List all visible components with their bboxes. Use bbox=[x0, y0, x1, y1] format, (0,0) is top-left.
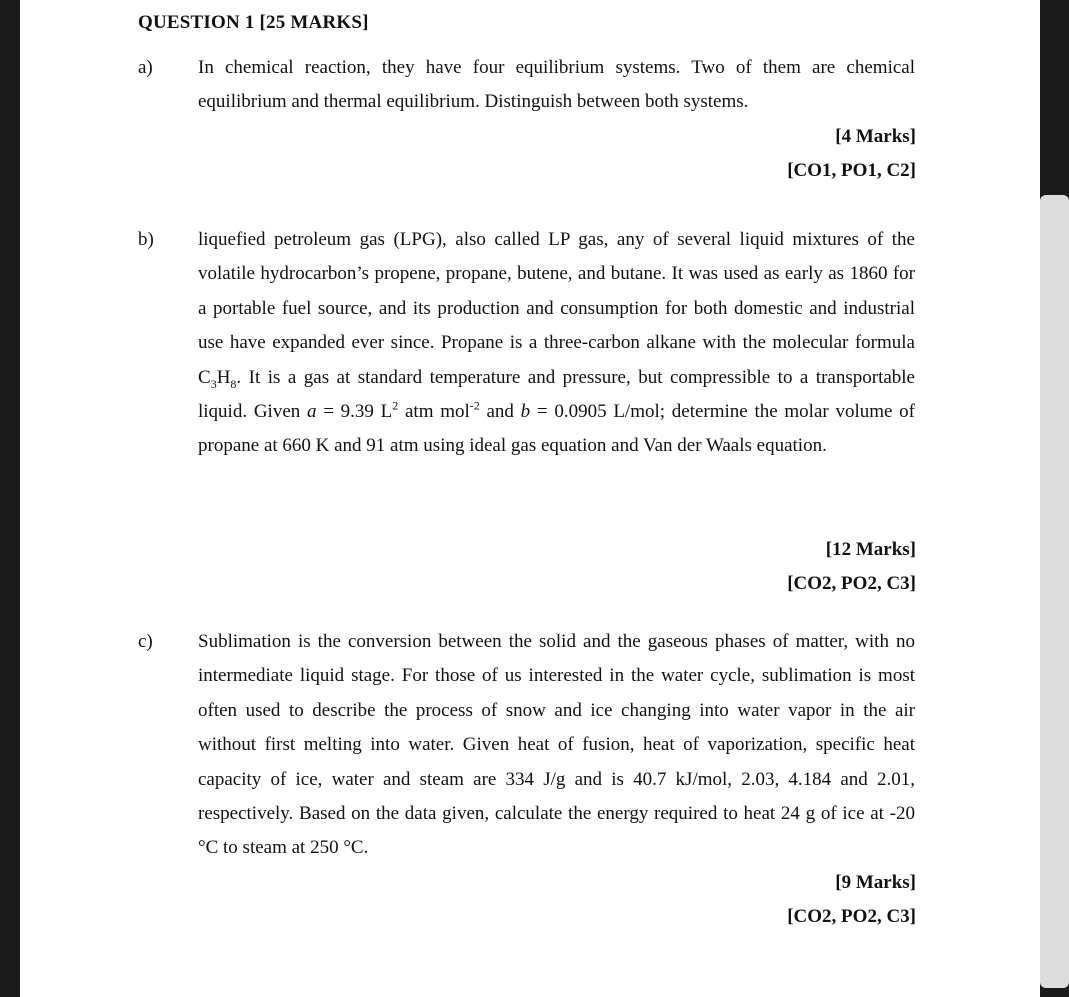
page-title: QUESTION 1 [25 MARKS] bbox=[138, 12, 369, 33]
document-page bbox=[20, 0, 1040, 997]
question-a-outcomes: [CO1, PO1, C2] bbox=[787, 160, 916, 181]
question-c-marks: [9 Marks] bbox=[835, 872, 916, 893]
question-c-label: c) bbox=[138, 631, 153, 652]
question-c-outcomes: [CO2, PO2, C3] bbox=[787, 906, 916, 927]
question-b-label: b) bbox=[138, 229, 154, 250]
question-b-text: liquefied petroleum gas (LPG), also called LP gas, any of several liquid mixtures of the volatile hydrocarbon’s propene, propane, butene, and butane. It was used as early as 1860 for a portable fuel source, and its production and consumption for both domestic and industrial use have expanded ever since. Propane is a three-carbon alkane with the molecular formula $C_3H_8$. It is a gas at standard temperature and pressure, but compressible to a transportable liquid. Given a = 9.39 $L^2$ atm mol$^{-2}$ and b = 0.0905 L/mol; determine the molar volume of propane at 660 K and 91 atm using ideal gas equation and Van der Waals equation. bbox=[198, 229, 915, 457]
question-a-text: In chemical reaction, they have four equilibrium systems. Two of them are chemical equilibrium and thermal equilibrium. Distinguish between both systems. bbox=[198, 57, 915, 113]
scrollbar-thumb[interactable] bbox=[1040, 195, 1069, 988]
question-a-marks: [4 Marks] bbox=[835, 126, 916, 147]
question-b-outcomes: [CO2, PO2, C3] bbox=[787, 573, 916, 594]
question-c-text: Sublimation is the conversion between the solid and the gaseous phases of matter, with no intermediate liquid stage. For those of us interested in the water cycle, sublimation is most often used to describe the process of snow and ice changing into water vapor in the air without first melting into water. Given heat of fusion, heat of vaporization, specific heat capacity of ice, water and steam are 334 J/g and is 40.7 kJ/mol, 2.03, 4.184 and 2.01, respectively. Based on the data given, calculate the energy required to heat 24 g of ice at -20 °C to steam at 250 °C. bbox=[198, 631, 915, 859]
question-b-marks: [12 Marks] bbox=[825, 539, 916, 560]
question-a-label: a) bbox=[138, 57, 153, 78]
